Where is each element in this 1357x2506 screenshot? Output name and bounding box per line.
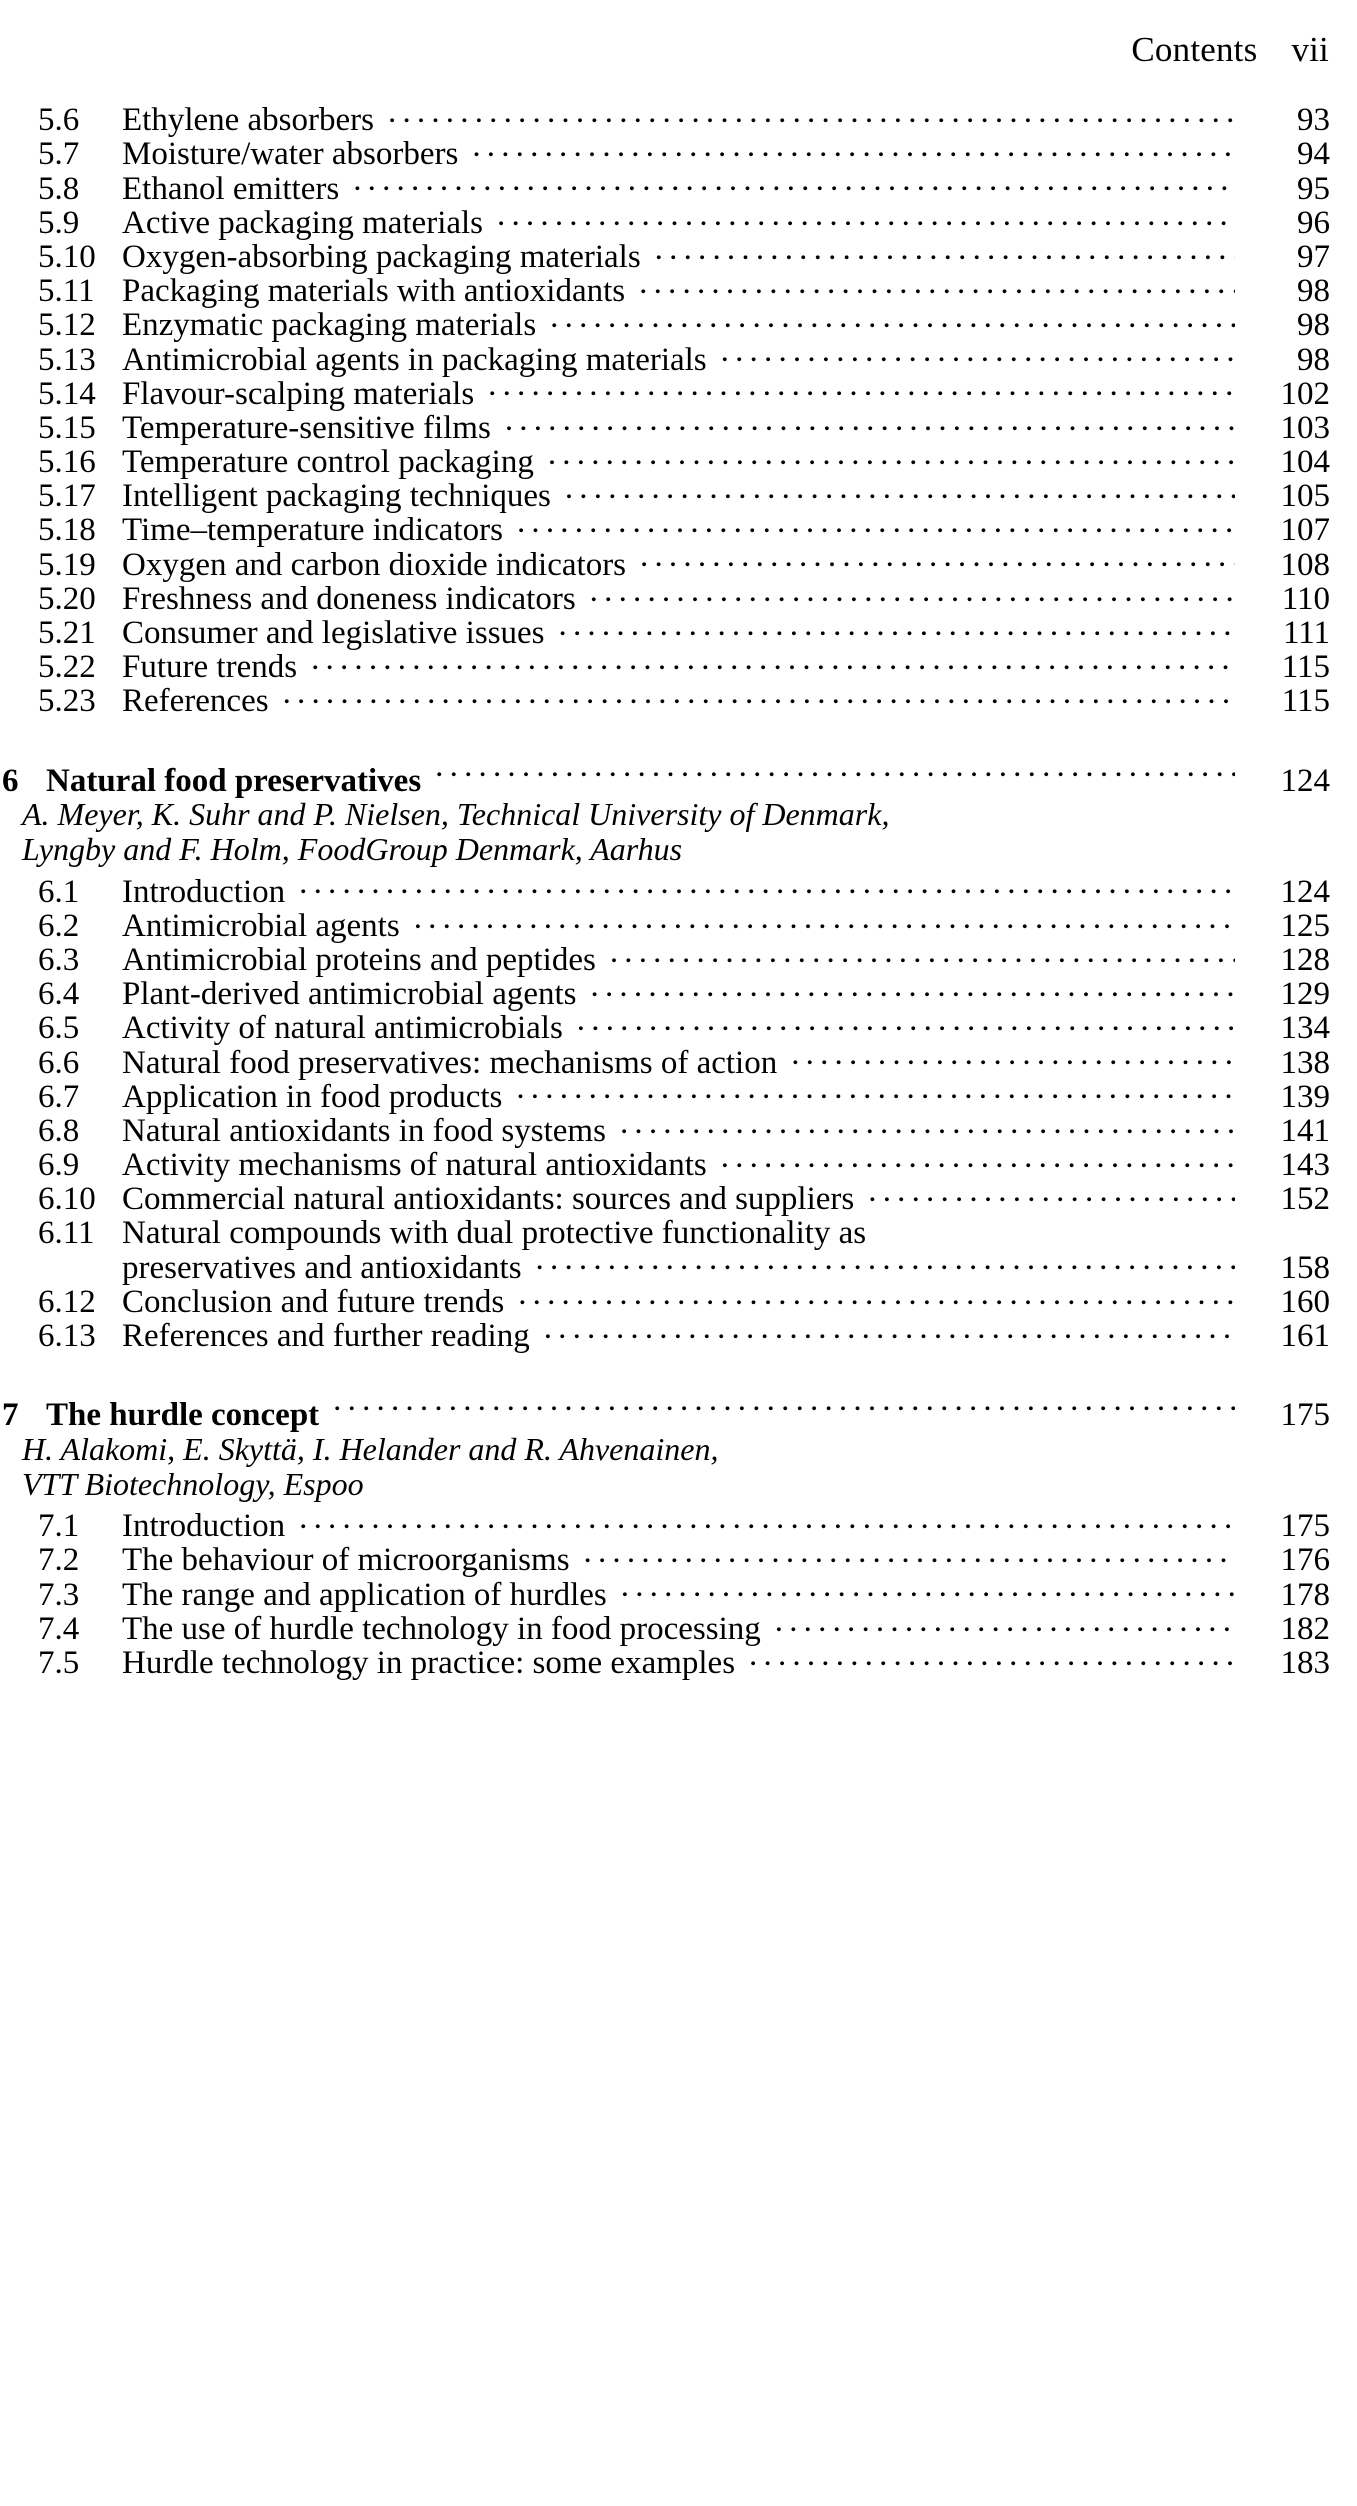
toc-entry-number: 6.12 <box>38 1283 96 1320</box>
dot-leader <box>749 1639 1235 1673</box>
dot-leader <box>610 936 1235 970</box>
toc-entry-page-number: 95 <box>1297 170 1330 207</box>
toc-entry-number: 6.8 <box>38 1112 80 1149</box>
toc-entry-page-number: 97 <box>1297 238 1330 275</box>
toc-entry-title: Intelligent packaging techniques <box>122 478 551 515</box>
toc-entry-number: 7.2 <box>38 1542 80 1579</box>
toc-entry-number: 7.4 <box>38 1610 80 1647</box>
dot-leader <box>435 756 1235 790</box>
toc-entry-page-number: 176 <box>1280 1542 1330 1579</box>
toc-entry-page-number: 175 <box>1280 1397 1330 1434</box>
dot-leader <box>488 370 1235 404</box>
dot-leader <box>584 1536 1235 1570</box>
toc-entry-page-number: 105 <box>1280 478 1330 515</box>
toc-entry-page-number: 124 <box>1280 762 1330 799</box>
toc-entry-number: 6.7 <box>38 1078 80 1115</box>
toc-entry-page-number: 94 <box>1297 136 1330 173</box>
toc-entry-page-number: 160 <box>1280 1283 1330 1320</box>
dot-leader <box>518 1278 1235 1312</box>
toc-entry-page-number: 98 <box>1297 273 1330 310</box>
dot-leader <box>472 130 1235 164</box>
toc-entry-page-number: 143 <box>1280 1147 1330 1184</box>
toc-entry-title: Activity mechanisms of natural antioxidants <box>122 1147 707 1184</box>
toc-entry-page-number: 152 <box>1280 1181 1330 1218</box>
dot-leader <box>353 164 1235 198</box>
toc-entry-number: 7 <box>2 1397 19 1434</box>
toc-entry-number: 5.6 <box>38 102 80 139</box>
toc-entry-number: 7.1 <box>38 1508 80 1545</box>
dot-leader <box>311 643 1235 677</box>
chapter-authors-line: Lyngby and F. Holm, FoodGroup Denmark, Aarhus <box>22 831 683 868</box>
toc-entry-number: 5.8 <box>38 170 80 207</box>
dot-leader <box>497 199 1235 233</box>
toc-entry-page-number: 141 <box>1280 1112 1330 1149</box>
toc-entry-title: Plant-derived antimicrobial agents <box>122 976 577 1013</box>
chapter-authors-line: VTT Biotechnology, Espoo <box>22 1466 364 1502</box>
toc-entry-number: 5.13 <box>38 341 96 378</box>
toc-entry-title: Future trends <box>122 649 298 686</box>
dot-leader <box>536 1243 1235 1277</box>
toc-entry-page-number: 110 <box>1281 580 1330 617</box>
toc-entry-page-number: 128 <box>1280 941 1330 978</box>
toc-entry-title: Active packaging materials <box>122 204 484 241</box>
toc-entry-page-number: 129 <box>1280 976 1330 1013</box>
toc-entry-number: 5.10 <box>38 238 96 275</box>
toc-entry-title: Introduction <box>122 1508 286 1545</box>
toc-entry-page-number: 139 <box>1280 1078 1330 1115</box>
toc-entry-page-number: 178 <box>1280 1576 1330 1613</box>
chapter-authors-line: H. Alakomi, E. Skyttä, I. Helander and R. Ahvenainen, <box>22 1431 719 1467</box>
toc-entry-number: 6.5 <box>38 1010 80 1047</box>
toc-entry-number: 5.20 <box>38 580 96 617</box>
toc-entry-title: Temperature control packaging <box>122 444 534 481</box>
toc-entry-title: Natural compounds with dual protective functionality as <box>122 1215 867 1252</box>
dot-leader <box>544 1312 1235 1346</box>
toc-entry-title: Natural antioxidants in food systems <box>122 1112 606 1149</box>
toc-entry-title: Natural food preservatives: mechanisms of action <box>122 1044 778 1081</box>
toc-entry-page-number: 183 <box>1280 1644 1330 1681</box>
toc-entry-number: 5.9 <box>38 204 80 241</box>
toc-entry-page-number: 175 <box>1280 1508 1330 1545</box>
toc-entry-title: Oxygen and carbon dioxide indicators <box>122 546 627 583</box>
toc-entry-page-number: 104 <box>1280 444 1330 481</box>
toc-entry-title: Enzymatic packaging materials <box>122 307 537 344</box>
toc-entry-number: 5.15 <box>38 409 96 446</box>
toc-entry-page-number: 107 <box>1280 512 1330 549</box>
dot-leader <box>559 609 1235 643</box>
toc-entry-title: Hurdle technology in practice: some examples <box>122 1644 736 1681</box>
toc-entry-7-1[interactable] <box>0 1502 1357 1545</box>
running-head-page-number: vii <box>1291 30 1329 69</box>
toc-entry-title: Moisture/water absorbers <box>122 136 459 173</box>
toc-entry-title: Ethanol emitters <box>122 170 340 207</box>
dot-leader <box>565 472 1235 506</box>
toc-entry-title: Activity of natural antimicrobials <box>122 1010 563 1047</box>
toc-entry-title: The range and application of hurdles <box>122 1576 607 1613</box>
toc-entry-title: Freshness and doneness indicators <box>122 580 576 617</box>
toc-entry-number: 6.13 <box>38 1318 96 1354</box>
toc-entry-title: Flavour-scalping materials <box>122 375 475 412</box>
dot-leader <box>620 1107 1235 1141</box>
toc-entry-number: 5.12 <box>38 307 96 344</box>
running-head <box>0 30 1329 70</box>
dot-leader <box>621 1570 1235 1604</box>
dot-leader <box>591 970 1235 1004</box>
dot-leader <box>505 404 1235 438</box>
chapter-authors-line: A. Meyer, K. Suhr and P. Nielsen, Technical University of Denmark, <box>22 796 890 833</box>
dot-leader <box>868 1175 1235 1209</box>
toc-entry-number: 5.16 <box>38 444 96 481</box>
dot-leader <box>775 1605 1235 1639</box>
toc-entry-page-number: 103 <box>1280 409 1330 446</box>
toc-entry-number: 7.3 <box>38 1576 80 1613</box>
toc-entry-title: Antimicrobial proteins and peptides <box>122 941 596 978</box>
dot-leader <box>550 301 1235 335</box>
running-head-title: Contents <box>1131 30 1258 69</box>
toc-entry-number: 5.22 <box>38 649 96 686</box>
dot-leader <box>388 96 1235 130</box>
dot-leader <box>577 1004 1235 1038</box>
dot-leader <box>414 902 1235 936</box>
dot-leader <box>517 506 1235 540</box>
toc-entry-number: 6.6 <box>38 1044 80 1081</box>
toc-entry-number: 5.7 <box>38 136 80 173</box>
toc-entry-title: Consumer and legislative issues <box>122 615 545 651</box>
toc-entry-title: preservatives and antioxidants <box>122 1249 522 1286</box>
toc-entry-page-number: 115 <box>1281 649 1330 686</box>
toc-entry-title: The behaviour of microorganisms <box>122 1542 570 1579</box>
toc-entry-page-number: 115 <box>1281 683 1330 720</box>
dot-leader <box>655 233 1235 267</box>
toc-entry-number: 6.11 <box>38 1215 95 1252</box>
toc-entry-number: 6.9 <box>38 1147 80 1184</box>
dot-leader <box>516 1073 1235 1107</box>
toc-entry-page-number: 182 <box>1280 1610 1330 1647</box>
toc-entry-title: The use of hurdle technology in food processing <box>122 1610 761 1647</box>
toc-entry-title: Time–temperature indicators <box>122 512 503 549</box>
toc-entry-page-number: 124 <box>1280 873 1330 910</box>
toc-entry-number: 5.18 <box>38 512 96 549</box>
toc-entry-page-number: 138 <box>1280 1044 1330 1081</box>
dot-leader <box>791 1038 1235 1072</box>
dot-leader <box>333 1391 1235 1425</box>
toc-entry-number: 5.21 <box>38 615 96 651</box>
toc-entry-page-number: 102 <box>1280 375 1330 412</box>
toc-entry-title: The hurdle concept <box>46 1397 320 1434</box>
table-of-contents-list <box>0 96 1357 1681</box>
toc-entry-number: 6.10 <box>38 1181 96 1218</box>
toc-entry-title: Introduction <box>122 873 286 910</box>
toc-entry-page-number: 111 <box>1282 615 1330 651</box>
toc-entry-page-number: 134 <box>1280 1010 1330 1047</box>
toc-entry-5-6[interactable] <box>0 96 1357 139</box>
toc-entry-title: Natural food preservatives <box>46 762 422 799</box>
toc-entry-number: 6.3 <box>38 941 80 978</box>
toc-entry-number: 6.4 <box>38 976 80 1013</box>
toc-entry-page-number: 98 <box>1297 307 1330 344</box>
toc-entry-title: References and further reading <box>122 1318 530 1354</box>
toc-entry-number: 5.23 <box>38 683 96 720</box>
toc-entry-title: References <box>122 683 269 720</box>
toc-entry-number: 7.5 <box>38 1644 80 1681</box>
dot-leader <box>299 1502 1235 1536</box>
toc-entry-title: Antimicrobial agents in packaging materials <box>122 341 707 378</box>
toc-entry-number: 6.1 <box>38 873 80 910</box>
toc-entry-page-number: 96 <box>1297 204 1330 241</box>
toc-entry-page-number: 93 <box>1297 102 1330 139</box>
toc-entry-number: 6.2 <box>38 907 80 944</box>
toc-entry-title: Oxygen-absorbing packaging materials <box>122 238 641 275</box>
toc-entry-title: Temperature-sensitive films <box>122 409 491 446</box>
dot-leader <box>721 1141 1235 1175</box>
toc-entry-title: Ethylene absorbers <box>122 102 374 139</box>
toc-entry-number: 5.19 <box>38 546 96 583</box>
toc-entry-page-number: 125 <box>1280 907 1330 944</box>
dot-leader <box>880 1209 1235 1243</box>
toc-entry-6-1[interactable] <box>0 867 1357 910</box>
toc-chapter-entry[interactable] <box>0 756 1357 797</box>
toc-entry-number: 5.14 <box>38 375 96 412</box>
dot-leader <box>639 267 1235 301</box>
toc-entry-page-number: 161 <box>1280 1318 1330 1354</box>
toc-entry-title: Commercial natural antioxidants: sources and suppliers <box>122 1181 855 1218</box>
toc-entry-title: Packaging materials with antioxidants <box>122 273 626 310</box>
dot-leader <box>283 677 1235 711</box>
toc-entry-number: 6 <box>2 762 19 799</box>
dot-leader <box>299 867 1235 901</box>
toc-entry-title: Conclusion and future trends <box>122 1283 505 1320</box>
toc-entry-page-number: 158 <box>1280 1249 1330 1286</box>
toc-entry-title: Application in food products <box>122 1078 503 1115</box>
toc-entry-number: 5.11 <box>38 273 95 310</box>
dot-leader <box>590 575 1235 609</box>
dot-leader <box>640 540 1235 574</box>
toc-entry-page-number: 108 <box>1280 546 1330 583</box>
dot-leader <box>548 438 1235 472</box>
toc-entry-page-number: 98 <box>1297 341 1330 378</box>
toc-entry-number: 5.17 <box>38 478 96 515</box>
toc-entry-title: Antimicrobial agents <box>122 907 400 944</box>
toc-chapter-entry[interactable] <box>0 1391 1357 1432</box>
dot-leader <box>721 335 1235 369</box>
